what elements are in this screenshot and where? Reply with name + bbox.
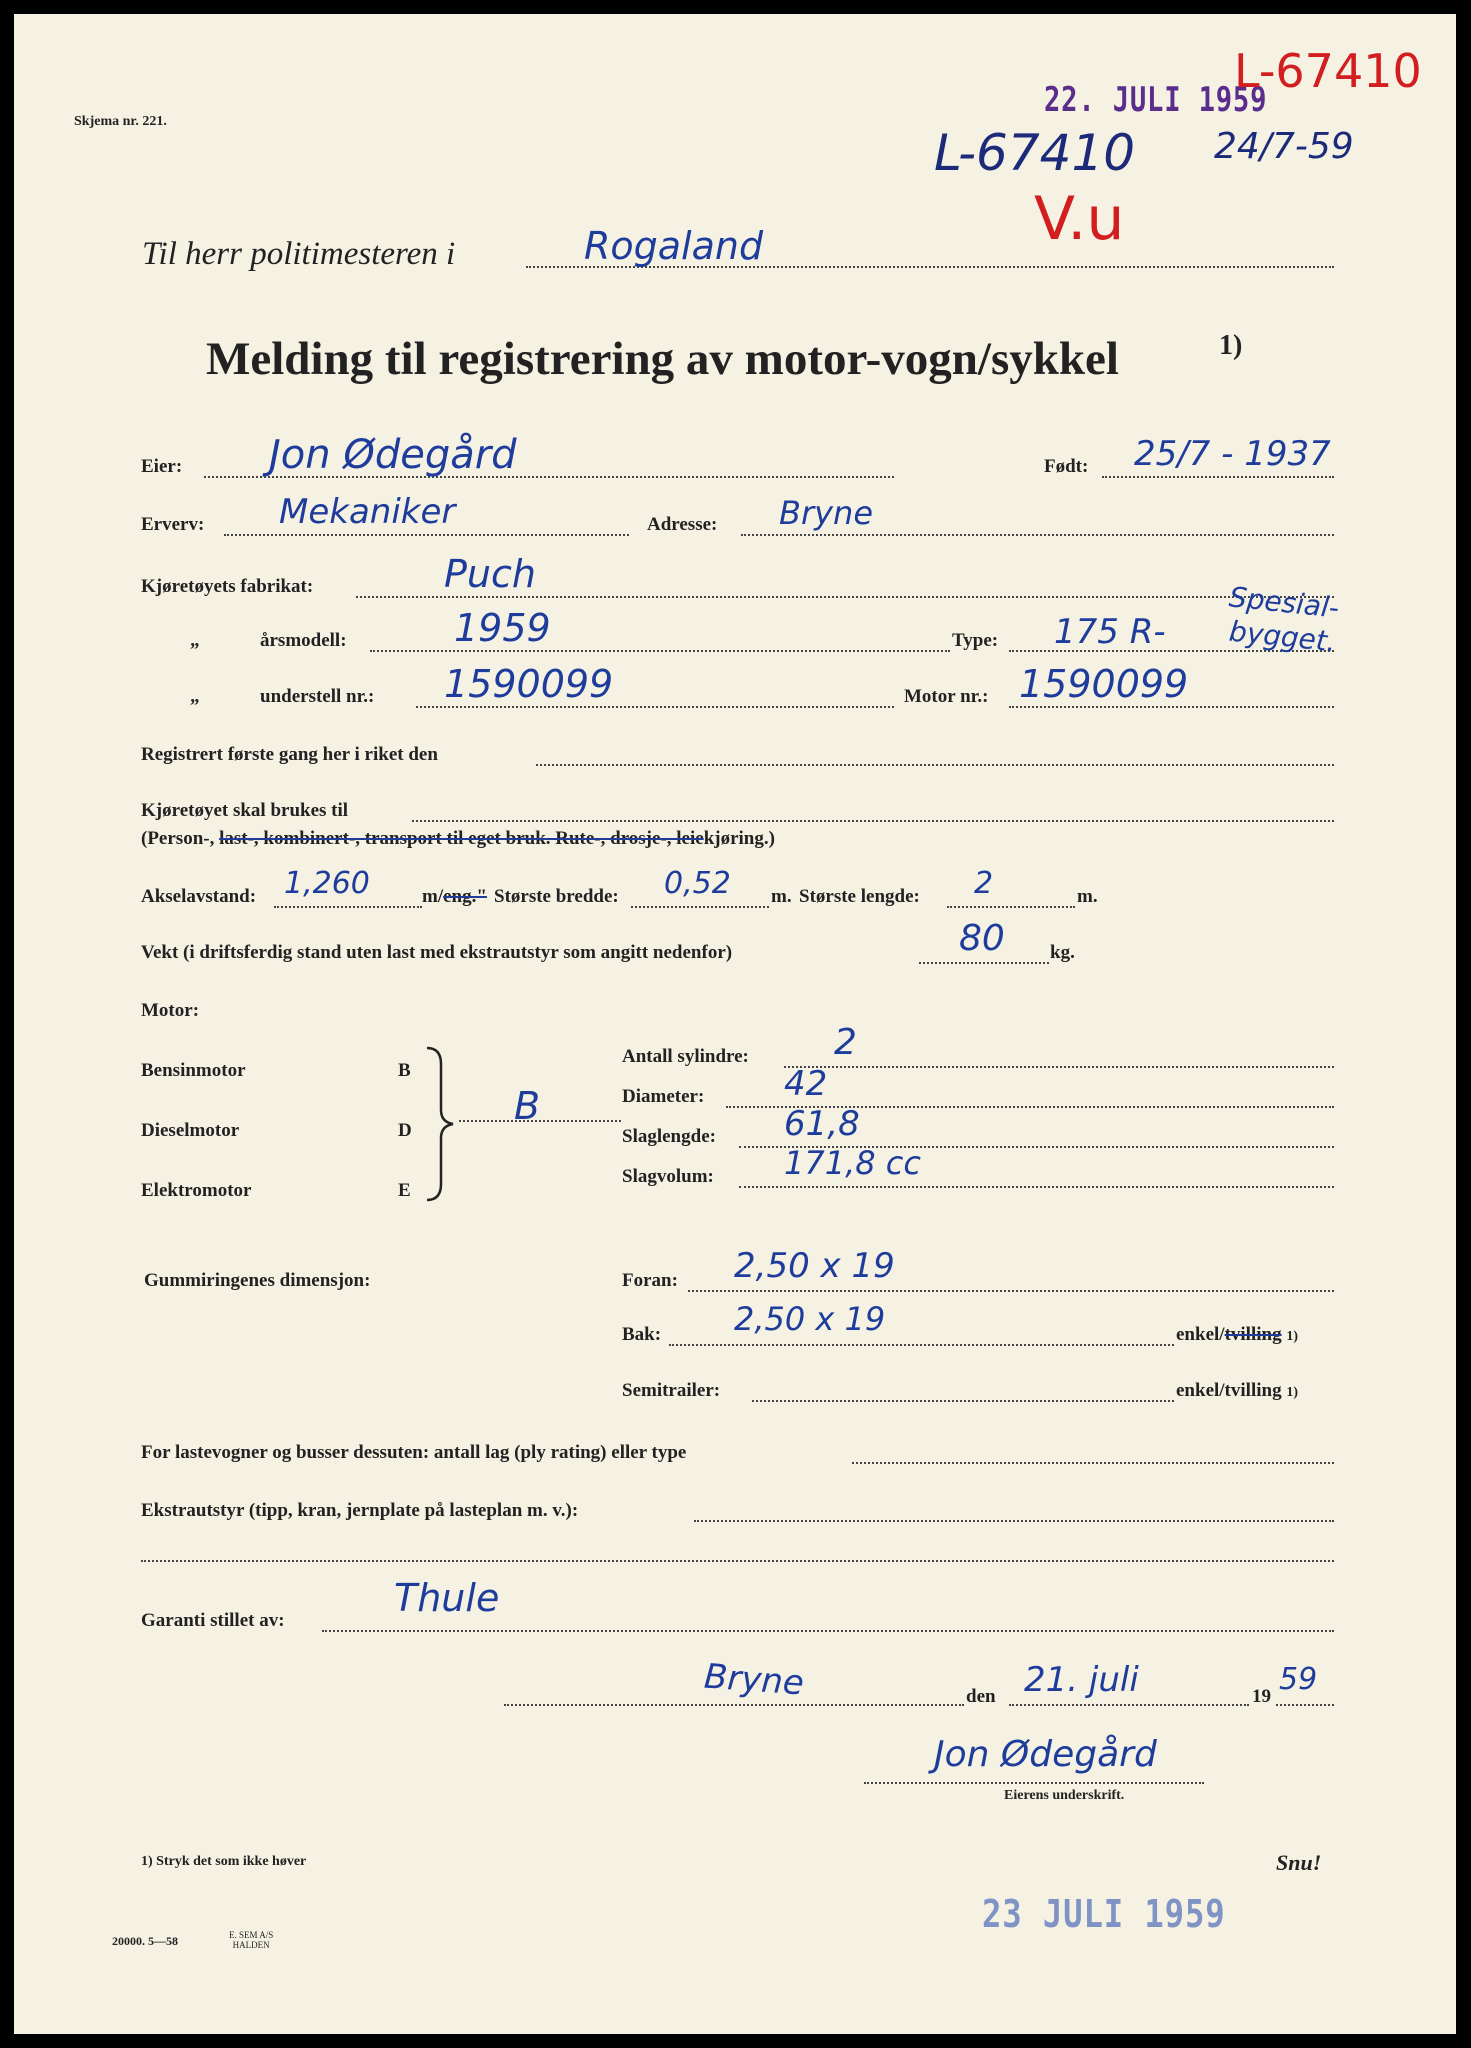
footnote: 1) Stryk det som ikke høver [141,1854,307,1869]
occupation-line [224,534,629,536]
make-value: Puch [444,552,536,596]
ditto-mark-2: „ [190,686,200,707]
signature-den: den [966,1686,996,1707]
registration-form [14,14,1456,2034]
type-extra-2: bygget. [1227,614,1338,659]
motor-type-name-petrol: Bensinmotor [141,1060,246,1081]
max-width-label: Største bredde: [494,886,619,907]
max-length-label: Største lengde: [799,886,920,907]
max-length-value: 2 [974,866,994,901]
signature-year: 59 [1279,1662,1318,1697]
born-value: 25/7 - 1937 [1134,434,1331,474]
tyres-rear-label: Bak: [622,1324,662,1345]
engine-no-line [1009,706,1334,708]
year-model-label: årsmodell: [260,630,347,651]
spec-label-cylinders: Antall sylindre: [622,1046,749,1067]
address-value: Bryne [779,494,874,532]
signature-date: 21. juli [1024,1660,1139,1700]
tyres-rear-line [669,1344,1174,1346]
ditto-mark: „ [190,630,200,651]
signature-line [864,1782,1204,1784]
trucks-line [852,1462,1334,1464]
equipment-line [694,1520,1334,1522]
trucks-label: For lastevogner og busser dessuten: antall lag (ply rating) eller type [141,1442,687,1463]
tyres-rear-options [1176,1324,1298,1346]
type-label: Type: [952,630,999,651]
max-width-line [631,906,769,908]
spec-value-volume: 171,8 cc [784,1144,921,1182]
semitrailer-options-text: enkel/tvilling [1176,1380,1282,1401]
spec-label-diameter: Diameter: [622,1086,705,1107]
tyres-front-value: 2,50 x 19 [734,1246,895,1286]
printer-line-2: HALDEN [232,1940,270,1950]
form-number: Skjema nr. 221. [74,114,167,129]
usage-options-prefix: (Person-, [141,828,215,849]
guarantee-line [322,1630,1334,1632]
engine-no-value: 1590099 [1019,662,1189,706]
brace-icon [419,1044,459,1204]
print-info: 20000. 5—58 [112,1934,178,1948]
axle-unit-kept: m/ [422,886,444,907]
chassis-value: 1590099 [444,662,614,706]
spec-label-volume: Slagvolum: [622,1166,714,1187]
semitrailer-options [1176,1380,1298,1402]
max-length-line [947,906,1075,908]
semitrailer-label: Semitrailer: [622,1380,721,1401]
weight-unit: kg. [1050,942,1075,963]
semitrailer-note: 1) [1286,1385,1298,1400]
year-model-value: 1959 [454,606,551,650]
printer-line-1: E. SEM A/S [229,1930,274,1940]
equipment-line-2 [141,1560,1334,1562]
printer-info [229,1930,273,1950]
first-registered-label: Registrert første gang her i riket den [141,744,438,765]
tyres-heading: Gummiringenes dimensjon: [144,1270,371,1291]
weight-line [919,962,1049,964]
tyres-rear-opt-a: enkel/ [1176,1324,1225,1345]
turn-over: Snu! [1276,1850,1322,1875]
tyres-front-label: Foran: [622,1270,678,1291]
motor-heading: Motor: [141,1000,200,1021]
motor-selected-value: B [514,1084,541,1128]
type-extra-1: Spesial- [1227,580,1341,625]
motor-type-code-petrol: B [398,1060,411,1081]
address-label: Adresse: [647,514,718,535]
addressee-value: Rogaland [584,224,764,268]
motor-type-code-electric: E [398,1180,411,1201]
year-model-line [370,650,950,652]
year-line [1276,1704,1334,1706]
spec-value-stroke: 61,8 [784,1104,860,1144]
reg-number-main: L-67410 [934,124,1136,182]
axle-distance-line [274,906,422,908]
owner-signature: Jon Ødegård [934,1734,1157,1775]
tyres-rear-note: 1) [1286,1329,1298,1344]
owner-label: Eier: [141,456,183,477]
received-stamp-bottom: 23 JULI 1959 [982,1892,1226,1936]
address-line [741,534,1334,536]
guarantee-value: Thule [394,1576,500,1620]
axle-unit-struck: eng." [443,886,487,907]
spec-value-cylinders: 2 [834,1022,857,1063]
usage-options-struck: last-, kombinert-, transport til eget bruk. Rute-, drosje-, leie [219,828,704,849]
reg-number-top-right: L-67410 [1234,44,1422,98]
date-note: 24/7-59 [1214,126,1354,167]
spec-value-diameter: 42 [784,1064,828,1104]
motor-type-code-diesel: D [398,1120,412,1141]
usage-options-suffix: kjøring.) [703,828,775,849]
form-title: Melding til registrering av motor-vogn/sykkel [206,333,1119,385]
motor-type-name-diesel: Dieselmotor [141,1120,240,1141]
place-line [504,1704,964,1706]
usage-line [412,820,1334,822]
usage-options [141,828,775,850]
max-width-value: 0,52 [664,866,731,901]
max-length-unit: m. [1077,886,1098,907]
spec-label-stroke: Slaglengde: [622,1126,716,1147]
make-line [356,596,1334,598]
tyres-front-line [688,1290,1334,1292]
usage-label: Kjøretøyet skal brukes til [141,800,349,821]
signature-caption: Eierens underskrift. [1004,1788,1125,1803]
occupation-label: Erverv: [141,514,205,535]
born-label: Født: [1044,456,1089,477]
weight-value: 80 [959,918,1005,959]
engine-no-label: Motor nr.: [904,686,989,707]
spec-line-cylinders [784,1066,1334,1068]
weight-label: Vekt (i driftsferdig stand uten last med ekstrautstyr som angitt nedenfor) [141,942,733,963]
addressee-label: Til herr politimesteren i [142,236,456,272]
owner-value: Jon Ødegård [269,432,517,478]
initials: V.u [1034,184,1125,254]
type-value: 175 R- [1054,612,1166,652]
equipment-label: Ekstrautstyr (tipp, kran, jernplate på lasteplan m. v.): [141,1500,579,1521]
chassis-label: understell nr.: [260,686,375,707]
first-registered-line [536,764,1334,766]
axle-distance-value: 1,260 [284,866,370,901]
axle-distance-unit [422,886,487,908]
tyres-rear-opt-b: tvilling [1224,1324,1282,1345]
spec-line-volume [739,1186,1334,1188]
born-line [1102,476,1334,478]
guarantee-label: Garanti stillet av: [141,1610,285,1631]
signature-century: 19 [1252,1686,1271,1707]
semitrailer-line [752,1400,1174,1402]
motor-type-name-electric: Elektromotor [141,1180,252,1201]
signature-place: Bryne [702,1656,806,1704]
chassis-line [416,706,894,708]
max-width-unit: m. [771,886,792,907]
make-label: Kjøretøyets fabrikat: [141,576,314,597]
axle-distance-label: Akselavstand: [141,886,257,907]
occupation-value: Mekaniker [279,492,456,532]
date-line [1009,1704,1249,1706]
received-stamp: 22. JULI 1959 [1044,80,1268,120]
title-note: 1) [1219,330,1243,361]
tyres-rear-value: 2,50 x 19 [734,1300,886,1338]
